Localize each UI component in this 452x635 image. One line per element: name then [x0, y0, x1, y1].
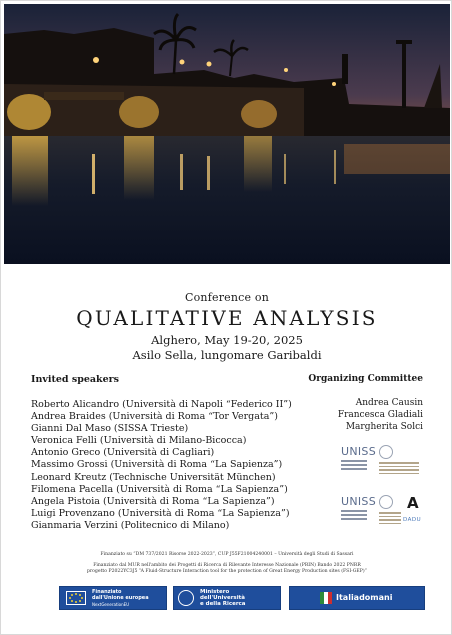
italiadomani-wordmark: Italiadomani [336, 593, 393, 602]
uniss-logo-dadu [341, 495, 431, 529]
speakers-list [31, 399, 292, 532]
committee-member: Andrea Causin [355, 398, 423, 408]
speaker-item: Roberto Alicandro (Università di Napoli “Federico II”) [31, 399, 292, 410]
eu-banner-line2: dall'Unione europea [92, 595, 149, 601]
eu-banner-line1: Finanziato [92, 589, 122, 595]
mur-banner-line3: e della Ricerca [200, 601, 246, 607]
committee-list [338, 397, 423, 433]
harbor-photo-illustration [4, 4, 450, 264]
speaker-item: Andrea Braides (Università di Roma “Tor Vergata”) [31, 411, 278, 423]
speaker-item: Filomena Pacella (Università di Roma “La Sapienza”) [31, 483, 288, 495]
mur-banner-line2: dell'Università [200, 595, 245, 601]
committee-member: Francesca Gladiali [337, 410, 423, 420]
dadu-wordmark: DADU [403, 517, 422, 523]
conference-intro: Conference on [184, 291, 270, 304]
committee-heading: Organizing Committee [308, 374, 423, 384]
university-seal-icon [379, 445, 393, 459]
speaker-item: Angela Pistoia (Università di Roma “La Sapienza”) [31, 495, 275, 507]
speaker-item: Leonard Kreutz (Technische Universität München) [31, 471, 276, 483]
department-text-lines [379, 462, 419, 476]
conference-date-place: Alghero, May 19-20, 2025 [151, 333, 303, 347]
uniss-subtitle-lines [341, 460, 371, 474]
department-text-lines [379, 512, 401, 526]
speaker-item: Gianmaria Verzini (Politecnico di Milano) [31, 519, 230, 531]
university-seal-icon [379, 495, 393, 509]
harbor-photo [4, 4, 450, 264]
speaker-item: Veronica Felli (Università di Milano-Bicocca) [31, 435, 247, 447]
republic-emblem-icon [178, 590, 194, 606]
speaker-item: Gianni Dal Maso (SISSA Trieste) [31, 423, 189, 435]
speaker-item: Antonio Greco (Università di Cagliari) [31, 447, 215, 459]
funding-note-prin: Finanziato dal MUR nell'ambito dei Progetti di Ricerca di Rilevante Interesse Nazionale (PRIN) Bando 2022 PNRR [93, 563, 361, 568]
speaker-item: Massimo Grossi (Università di Roma “La Sapienza”) [31, 459, 283, 471]
speaker-item: Luigi Provenzano (Università di Roma “La Sapienza”) [31, 507, 290, 519]
eu-flag-icon [66, 591, 86, 605]
uniss-wordmark: UNISS [341, 445, 376, 458]
eu-funding-banner [59, 586, 167, 610]
committee-member: Margherita Solci [345, 422, 423, 432]
mur-banner [173, 586, 281, 610]
italy-flag-icon [320, 592, 332, 604]
uniss-wordmark: UNISS [341, 495, 376, 508]
uniss-subtitle-lines [341, 510, 371, 524]
eu-banner-line3: NextGenerationEU [92, 602, 130, 607]
conference-title: QUALITATIVE ANALYSIS [76, 306, 378, 330]
dadu-a-icon: A [407, 494, 419, 512]
funding-note-project: progetto P2022YC3J5 “A Fluid-Structure Interaction tool for the protection of Great Energy Production sites (FSI-GEP)” [87, 569, 367, 574]
mur-banner-line1: Ministero [200, 589, 230, 595]
speakers-heading: Invited speakers [31, 374, 120, 385]
uniss-logo-math [341, 445, 431, 479]
funding-note-dm: Finanziato su “DM 737/2021 Risorse 2022-2023”, CUP J55F21004240001 – Università degli Studi di Sassari [100, 552, 354, 557]
italiadomani-banner [289, 586, 425, 610]
conference-venue: Asilo Sella, lungomare Garibaldi [132, 348, 322, 362]
